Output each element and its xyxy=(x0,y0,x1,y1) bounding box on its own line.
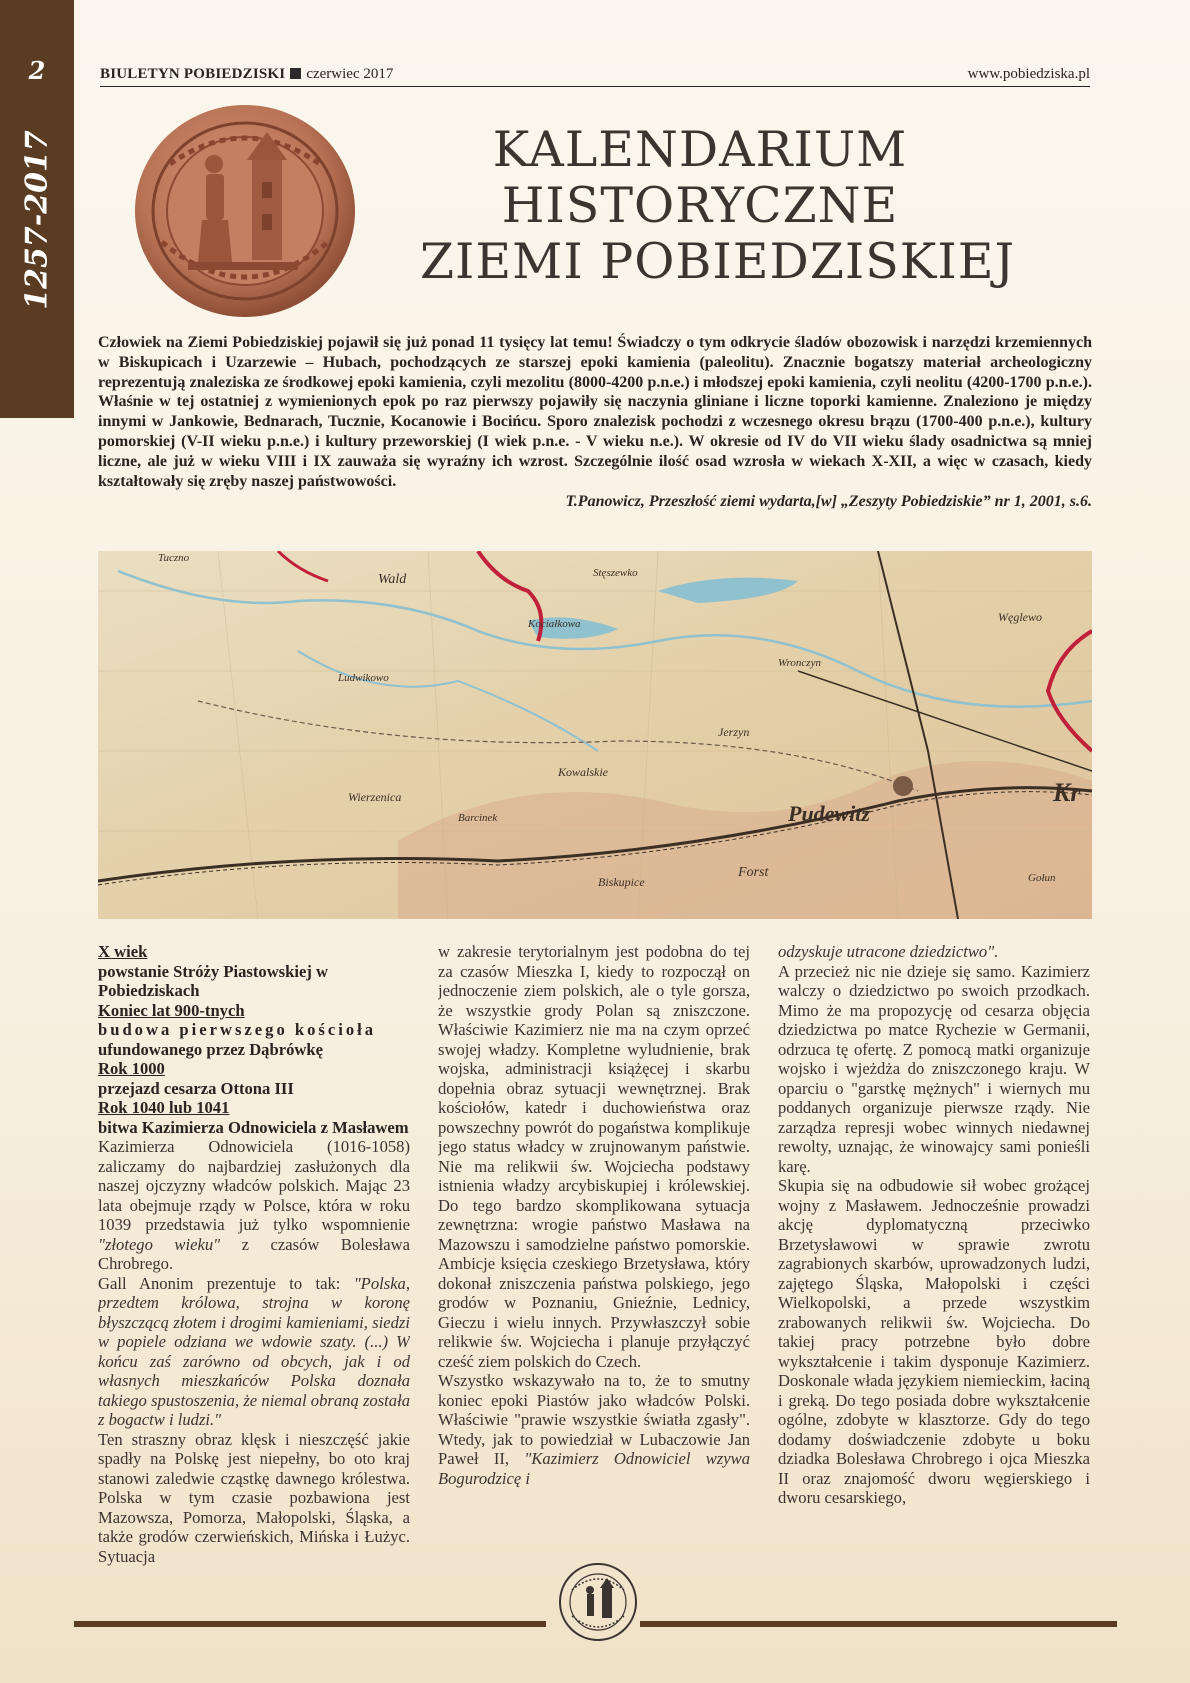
anniversary-years: 1257-2017 xyxy=(19,130,55,310)
page-number: 2 xyxy=(28,56,46,85)
map-label-forst: Forst xyxy=(738,865,769,880)
title-line-2: HISTORYCZNE xyxy=(501,177,899,234)
map-label-tuczno: Tuczno xyxy=(158,552,190,564)
timeline-entry-dabrowka: ufundowanego przez Dąbrówkę xyxy=(98,1039,323,1059)
page-title xyxy=(420,121,1016,290)
map-label-steszewko: Stęszewko xyxy=(593,567,638,579)
sidebar-band xyxy=(0,0,74,418)
map-label-biskupice: Biskupice xyxy=(598,875,645,889)
map-label-pudewitz: Pudewitz xyxy=(788,801,870,826)
quote: "Kazimierz Odnowiciel wzywa Bogurodzicę i xyxy=(438,1449,750,1488)
article-paragraph: Skupia się na odbudowie sił wobec grożącej wojny z Masławem. Jednocześnie prowadzi akcję dyplomatyczną przeciwko Brzetysławowi w sprawie zwrotu zagrabionych skarbów, uprowadzonych ludzi, zajętego Śląska, Małopolski i części Wielkopolski, a przede wszystkim zrabowanych relikwii św. Wojciecha. Do takiej pracy potrzebne było dobre wykształcenie i takim dysponuje Kazimierz. Doskonale włada językiem niemieckim, łaciną i greką. Do tego posiada dobre wykształcenie ogólne, zdobyte w klasztorze. Gdy do tego dodamy doświadczenie zdobyte u boku dziadka Bolesława Chrobrego i ojca Mieszka II oraz znajomość dworu węgierskiego i dworu cesarskiego, xyxy=(778,1176,1090,1507)
article-column-2 xyxy=(438,942,750,1582)
website-url[interactable]: www.pobiedziska.pl xyxy=(967,66,1090,82)
timeline-entry-battle: bitwa Kazimierza Odnowiciela z Masławem xyxy=(98,1117,409,1137)
article-paragraph xyxy=(778,942,1090,962)
intro-section xyxy=(98,333,1092,512)
timeline-heading-900s: Koniec lat 900-tnych xyxy=(98,1000,245,1020)
title-line-1: KALENDARIUM xyxy=(492,121,908,178)
timeline-entry-church: budowa pierwszego kościoła xyxy=(98,1020,377,1039)
quote: odzyskuje utracone dziedzictwo". xyxy=(778,942,999,961)
article-paragraph: A przecież nic nie dzieje się samo. Kazimierz walczy o dziedzictwo po swoich przodkach. Mimo że ma propozycję od cesarza objęcia dziedzictwa po matce Rychezie w Germanii, odrzuca tę ofertę. Z pomocą matki organizuje wojsko i wjeżdża do zniszczonego kraju. W oparciu o "garstkę mężnych" i wiernych mu poddanych organizuje pierwsze rządy. Nie zarządza represji wobec winnych niedawnej rewolty, uznając, że winowajcy sami ponieśli karę. xyxy=(778,961,1090,1176)
footer-rule-right xyxy=(640,1621,1117,1627)
map-label-golun: Gołun xyxy=(1028,872,1056,884)
footer-rule-left xyxy=(74,1621,546,1627)
map-label-kowalskie: Kowalskie xyxy=(558,765,608,779)
medieval-seal-image xyxy=(132,102,358,320)
map-label-weglewo: Węglewo xyxy=(998,610,1042,624)
timeline-entry-straz: powstanie Stróży Piastowskiej w Pobiedziskach xyxy=(98,961,328,1000)
article-paragraph: Ten straszny obraz klęsk i nieszczęść jakie spadły na Polskę jest niepełny, bo oto kraj stanowi zaledwie cząstkę dawnego królestwa. Polska w tym czasie pozbawiona jest Mazowsza, Pomorza, Małopolski, Śląska, a także grodów czerwieńskich, Mińska i Łużyc. Sytuacja xyxy=(98,1429,410,1566)
map-label-wierzenica: Wierzenica xyxy=(348,790,402,804)
anniversary-seal-logo xyxy=(558,1560,638,1644)
article-paragraph: w zakresie terytorialnym jest podobna do tej za czasów Mieszka I, kiedy to rozpoczął on jednoczenie ziem polskich, ale o tyle gorsza, że wszystkie grody Polan są zniszczone. Właściwie Kazimierz nie ma na czym oprzeć swojej władzy. Kompletne wyludnienie, brak wojska, administracji książęcej i skarbu dopełnia obraz sytuacji wewnętrznej. Brak kościołów, katedr i duchowieństwa oraz powszechny powrót do pogaństwa komplikuje jego status władcy w zrujnowanym państwie. Nie ma relikwii św. Wojciecha podstawy istnienia władzy arcybiskupiej i królewskiej. Do tego bardzo skomplikowana sytuacja zewnętrzna: wrogie państwo Masława na Mazowszu i samodzielne państwo pomorskie. Ambicje księcia czeskiego Brzetysława, który dokonał zniszczenia państwa polskiego, jego grodów w Poznaniu, Gnieźnie, Lednicy, Gieczu i wielu innych. Przywłaszczył sobie relikwie św. Wojciecha i planuje przyłączyć cześć ziem polskich do Czech. xyxy=(438,942,750,1371)
timeline-entry-otto: przejazd cesarza Ottona III xyxy=(98,1078,294,1098)
historical-map-image xyxy=(98,551,1092,919)
intro-citation: T.Panowicz, Przeszłość ziemi wydarta,[w] „Zeszyty Pobiedziskie” nr 1, 2001, s.6. xyxy=(565,493,1092,511)
map-label-ludwikowo: Ludwikowo xyxy=(338,672,389,684)
article-column-3 xyxy=(778,942,1090,1582)
publication-name: BIULETYN POBIEDZISKI xyxy=(100,66,286,82)
quote: "Polska, przedtem królowa, strojna w koronę błyszczącą złotem i drogimi kamieniami, siedzi w popiele odziana we wdowie szaty. (...) W końcu zaś zarówno od obcych, jak i od własnych mieszkańców Polska doznała takiego spustoszenia, że niemal obraną została z bogactw i ludzi." xyxy=(98,1273,410,1429)
map-label-kocialkowa: Kociałkowa xyxy=(528,618,581,630)
map-label-barcinek: Barcinek xyxy=(458,812,498,824)
issue-date: czerwiec 2017 xyxy=(306,66,394,82)
article-paragraph: Gall Anonim prezentuje to tak: "Polska, przedtem królowa, strojna w koronę błyszczącą złotem i drogimi kamieniami, siedzi w popiele odziana we wdowie szaty. (...) W końcu zaś zarówno od obcych, jak i od własnych mieszkańców Polska doznała takiego spustoszenia, że niemal obraną została z bogactw i ludzi." xyxy=(98,1273,410,1429)
title-line-3: ZIEMI POBIEDZISKIEJ xyxy=(420,233,1016,290)
timeline-heading-x-century: X wiek xyxy=(98,942,148,961)
map-label-wald: Wald xyxy=(378,572,407,587)
square-bullet-icon xyxy=(290,68,301,79)
map-label-wronczyn: Wronczyn xyxy=(778,657,821,669)
quote: "złotego wieku" xyxy=(98,1234,221,1254)
timeline-heading-1000: Rok 1000 xyxy=(98,1059,165,1078)
map-label-kr: Kr xyxy=(1053,778,1081,807)
article-column-1 xyxy=(98,942,410,1582)
timeline-heading-1040: Rok 1040 lub 1041 xyxy=(98,1098,230,1117)
article-paragraph: Kazimierza Odnowiciela (1016-1058) zaliczamy do najbardziej zasłużonych dla naszej ojczyzny władców polskich. Mając 23 lata obejmuje rządy w Polsce, która w roku 1039 przedstawia już tylko wspomnienie "złotego wieku" z czasów Bolesława Chrobrego. xyxy=(98,1137,410,1273)
intro-paragraph: Człowiek na Ziemi Pobiedziskiej pojawił się już ponad 11 tysięcy lat temu! Świadczy o tym odkrycie śladów obozowisk i narzędzi krzemiennych w Biskupicach i Uzarzewie – Hubach, pochodzących ze starszej epoki kamienia (paleolitu). Znacznie bogatszy materiał archeologiczny reprezentują znaleziska ze środkowej epoki kamienia, czyli mezolitu (8000-4200 p.n.e.) i młodszej epoki kamienia, czyli neolitu (4200-1700 p.n.e.). Właśnie w tej ostatniej z wymienionych epok po raz pierwszy pojawiły się naczynia gliniane i liczne toporki kamienne. Znaleziono je między innymi w Jankowie, Bednarach, Tucznie, Kocanowie i Bocińcu. Sporo znalezisk pochodzi z wczesnego okresu brązu (1700-400 p.n.e.), kultury pomorskiej (V-II wieku p.n.e.) i kultury przeworskiej (I wiek p.n.e. - V wieku n.e.). W okresie od IV do VII wieku ślady osadnictwa są mniej liczne, ale już w wieku VIII i IX zauważa się wyraźny ich wzrost. Szczególnie ilość osad wzrosła w wiekach X-XII, a więc w czasach, kiedy kształtowały się zręby naszej państwowości. xyxy=(98,334,1092,490)
article-paragraph: Wszystko wskazywało na to, że to smutny koniec epoki Piastów jako władców Polski. Właściwie "prawie wszystkie światła zgasły". Wtedy, jak to powiedział w Lubaczowie Jan Paweł II, "Kazimierz Odnowiciel wzywa Bogurodzicę i xyxy=(438,1371,750,1488)
page-header xyxy=(100,66,1090,87)
map-label-jerzyn: Jerzyn xyxy=(718,725,750,739)
